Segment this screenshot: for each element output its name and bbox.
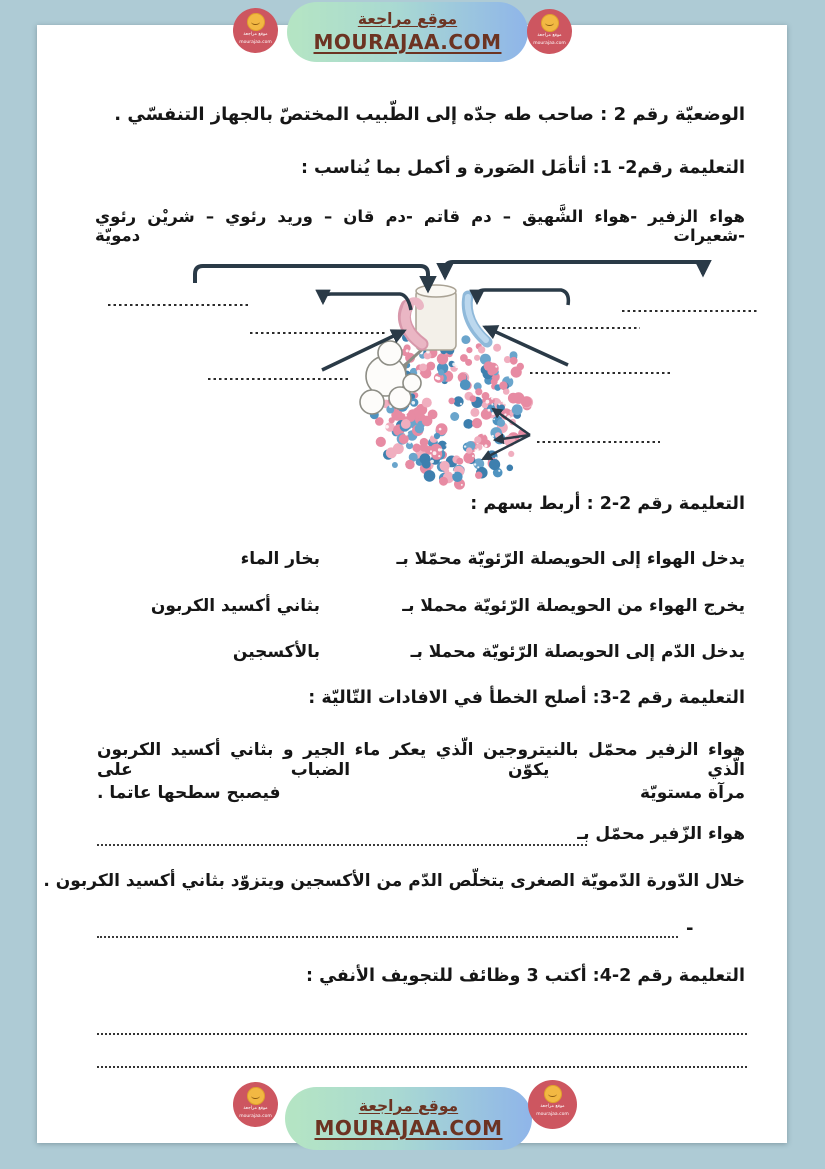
exhale-answer-blank: [97, 844, 587, 846]
match-statement-1: يدخل الهواء إلى الحويصلة الرّئويّة محمّلا بـ: [396, 549, 745, 569]
match-answer-1: بخار الماء: [240, 549, 320, 569]
instruction-2-1-title: التعليمة رقم2- 1: أتأمَل الصَورة و أكمل بما يُناسب :: [300, 158, 745, 178]
instruction-2-3-title: التعليمة رقم 2-3: أصلح الخطأ في الافادات التّاليّة :: [308, 688, 745, 708]
logo-title-small: موقع مراجعة: [243, 32, 268, 37]
dash-mark: -: [686, 918, 694, 939]
nasal-functions-blank-1: [97, 1033, 747, 1035]
respiratory-alveoli-diagram: [90, 250, 770, 490]
arrow-bracket-pink-vessel: [323, 294, 411, 310]
site-logo-badge: موقع مراجعة mourajaa.com: [528, 1080, 577, 1129]
situation-title: الوضعيّة رقم 2 : صاحب طه جدّه إلى الطّبيب المختصّ بالجهاز التنفسّي .: [114, 104, 745, 125]
site-domain-link[interactable]: MOURAJAA.COM: [314, 1116, 503, 1141]
arrow-bracket-top-left: [195, 266, 428, 290]
correction-line2-end: فيصبح سطحها عاتما .: [97, 783, 281, 803]
site-title-arabic: موقع مراجعة: [358, 1096, 459, 1115]
match-statement-3: يدخل الدّم إلى الحويصلة الرّئويّة محملا بـ: [410, 642, 745, 662]
correction-answer-blank: [97, 936, 678, 938]
site-logo-badge: [233, 8, 278, 53]
book-logo-icon: [541, 14, 559, 32]
site-title-arabic: موقع مراجعة: [357, 10, 458, 29]
correction-line2-start: مرآة مستويّة: [640, 783, 745, 803]
arrow-bracket-top-right-b: [574, 262, 703, 274]
logo-domain-small: mourajaa.com: [239, 39, 272, 45]
nasal-functions-blank-2: [97, 1066, 747, 1068]
book-logo-icon: [544, 1085, 562, 1103]
header-site-banner[interactable]: [287, 2, 528, 62]
site-logo-badge: موقع مراجعة mourajaa.com: [527, 9, 572, 54]
site-logo-badge: موقع مراجعة mourajaa.com: [233, 1082, 278, 1127]
exhale-fill-label: هواء الزّفير محمّل بـ: [577, 824, 745, 844]
instruction-2-2-title: التعليمة رقم 2-2 : أربط بسهم :: [470, 494, 745, 514]
site-domain-link[interactable]: MOURAJAA.COM: [313, 29, 502, 54]
match-statement-2: يخرج الهواء من الحويصلة الرّئويّة محملا بـ: [402, 596, 745, 616]
match-answer-2: بثاني أكسيد الكربون: [150, 596, 320, 616]
word-bank: هواء الزفير -هواء الشَّهيق – دم قاتم -دم قان – وريد رئوي – شريْن رئوي -شعيرات دمويّة: [95, 207, 745, 245]
blue-blood-vessel: [467, 296, 487, 342]
match-answer-3: بالأكسجين: [232, 642, 320, 662]
arrow-bracket-blue-vessel: [477, 290, 568, 305]
circulation-statement: خلال الدّورة الدّمويّة الصغرى يتخلّص الدّم من الأكسجين ويتزوّد بثاني أكسيد الكربون .: [43, 871, 745, 891]
footer-site-banner[interactable]: [285, 1087, 532, 1150]
correction-paragraph-line1: هواء الزفير محمّل بالنيتروجين الّذي يعكر ماء الجير و بثاني أكسيد الكربون الّذي يكوّن الضباب على: [97, 740, 745, 780]
book-logo-icon: [247, 13, 265, 31]
exhale-fill-row: [97, 824, 745, 850]
instruction-2-4-title: التعليمة رقم 2-4: أكتب 3 وظائف للتجويف الأنفي :: [306, 966, 745, 986]
arrow-bracket-top-right-a: [445, 262, 574, 277]
correction-paragraph-line2: [97, 783, 745, 803]
book-logo-icon: [247, 1087, 265, 1105]
